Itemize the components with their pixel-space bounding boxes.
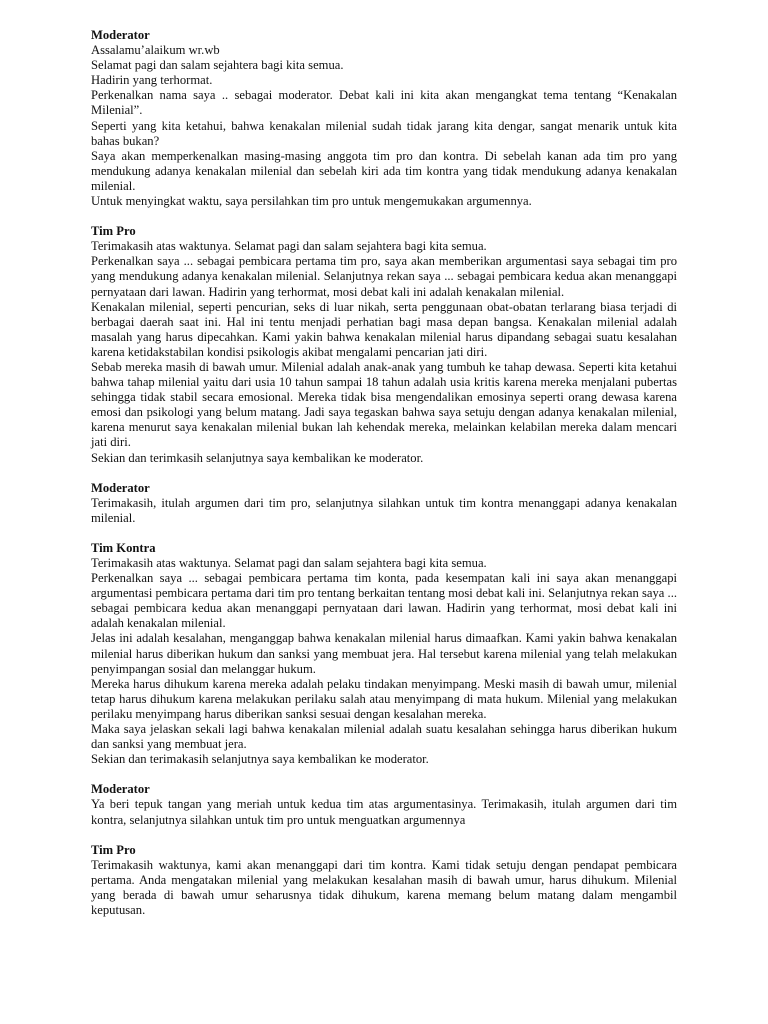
paragraph: Sekian dan terimakasih selanjutnya saya kembalikan ke moderator. [91, 752, 429, 767]
section-moderator-transition [91, 481, 677, 526]
paragraph: Jelas ini adalah kesalahan, menganggap bahwa kenakalan milenial harus dimaafkan. Kami yakin bahwa kenakalan milenial harus diberikan hukum dan sanksi yang membuat jera. Hal tersebut karena milenial yang telah melakukan penyimpangan sosial dan melanggar hukum. [91, 631, 677, 676]
section-moderator-rebuttal-call [91, 782, 677, 827]
paragraph: Selamat pagi dan salam sejahtera bagi kita semua. [91, 58, 344, 73]
paragraph: Hadirin yang terhormat. [91, 73, 213, 88]
section-tim-kontra-argument [91, 541, 677, 767]
document-page [91, 28, 677, 933]
paragraph: Untuk menyingkat waktu, saya persilahkan tim pro untuk mengemukakan argumennya. [91, 194, 532, 209]
section-heading: Tim Pro [91, 842, 136, 857]
section-tim-pro-argument [91, 224, 677, 466]
paragraph: Maka saya jelaskan sekali lagi bahwa kenakalan milenial adalah suatu kesalahan sehingga harus diberikan hukum dan sanksi yang membuat jera. [91, 722, 677, 752]
paragraph: Saya akan memperkenalkan masing-masing anggota tim pro dan kontra. Di sebelah kanan ada tim pro yang mendukung adanya kenakalan milenial dan sebelah kiri ada tim kontra yang tidak mendukung adanya kenakalan milenial. [91, 148, 677, 193]
paragraph: Perkenalkan nama saya .. sebagai moderator. Debat kali ini kita akan mengangkat tema tentang “Kenakalan Milenial”. [91, 88, 677, 118]
section-moderator-opening [91, 28, 677, 209]
section-heading: Moderator [91, 782, 150, 797]
section-heading: Tim Pro [91, 224, 136, 239]
paragraph: Assalamu’alaikum wr.wb [91, 43, 220, 58]
section-heading: Moderator [91, 480, 150, 495]
paragraph: Mereka harus dihukum karena mereka adalah pelaku tindakan menyimpang. Meski masih di bawah umur, milenial tetap harus dihukum karena melakukan perilaku salah atau menyimpang di mata hukum. Milenial yang melakukan perilaku menyimpang harus diberikan sanksi sesuai dengan kesalahan mereka. [91, 676, 677, 721]
paragraph: Terimakasih, itulah argumen dari tim pro, selanjutnya silahkan untuk tim kontra menanggapi adanya kenakalan milenial. [91, 495, 677, 525]
paragraph: Perkenalkan saya ... sebagai pembicara pertama tim konta, pada kesempatan kali ini saya akan menanggapi argumentasi pembicara pertama dari tim pro tentang berkaitan tentang mosi debat kali ini. Selanjutnya rekan saya ... sebagai pembicara kedua akan menanggapi pernyataan dari lawan. Hadirin yang terhormat, mosi debat kali ini adalah kenakalan milenial. [91, 571, 677, 631]
section-heading: Moderator [91, 28, 150, 42]
section-tim-pro-rebuttal [91, 843, 677, 918]
paragraph: Seperti yang kita ketahui, bahwa kenakalan milenial sudah tidak jarang kita dengar, sangat menarik untuk kita bahas bukan? [91, 118, 677, 148]
paragraph: Ya beri tepuk tangan yang meriah untuk kedua tim atas argumentasinya. Terimakasih, itulah argumen dari tim kontra, selanjutnya silahkan untuk tim pro untuk menguatkan argumennya [91, 797, 677, 827]
paragraph: Sekian dan terimkasih selanjutnya saya kembalikan ke moderator. [91, 450, 424, 465]
paragraph: Terimakasih waktunya, kami akan menanggapi dari tim kontra. Kami tidak setuju dengan pendapat pembicara pertama. Anda mengatakan milenial yang melakukan kesalahan masih di bawah umur, harus dihukum. Milenial yang berada di bawah umur seharusnya tidak dihukum, karena memang belum matang dalam mengambil keputusan. [91, 857, 677, 917]
paragraph: Perkenalkan saya ... sebagai pembicara pertama tim pro, saya akan memberikan argumentasi saya sebagai tim pro yang mendukung adanya kenakalan milenial. Selanjutnya rekan saya ... sebagai pembicara kedua akan menanggapi pernyataan dari lawan. Hadirin yang terhormat, mosi debat kali ini adalah kenakalan milenial. [91, 254, 677, 299]
paragraph: Terimakasih atas waktunya. Selamat pagi dan salam sejahtera bagi kita semua. [91, 239, 487, 254]
paragraph: Sebab mereka masih di bawah umur. Milenial adalah anak-anak yang tumbuh ke tahap dewasa. Seperti kita ketahui bahwa tahap milenial yaitu dari usia 10 tahun sampai 18 tahun adalah usia kritis karena mereka menjalani pubertas sehingga tidak stabil secara emosional. Mereka tidak bisa mengendalikan emosinya seperti orang dewasa karena emosi dan psikologi yang belum matang. Jadi saya tegaskan bahwa saya setuju dengan adanya kenakalan milenial, karena menurut saya kenakalan milenial bukan lah kehendak mereka, melainkan kelabilan mereka dalam mencari jati diri. [91, 359, 677, 450]
paragraph: Kenakalan milenial, seperti pencurian, seks di luar nikah, serta penggunaan obat-obatan terlarang biasa terjadi di berbagai daerah saat ini. Hal ini tentu menjadi perhatian bagi masa depan bangsa. Kenakalan milenial adalah masalah yang harus dipecahkan. Kami yakin bahwa kenakalan milenial harus dipandang sebagai suatu kesalahan karena ketidakstabilan kondisi psikologis akibat mengalami pencarian jati diri. [91, 299, 677, 359]
paragraph: Terimakasih atas waktunya. Selamat pagi dan salam sejahtera bagi kita semua. [91, 556, 487, 570]
section-heading: Tim Kontra [91, 540, 156, 555]
